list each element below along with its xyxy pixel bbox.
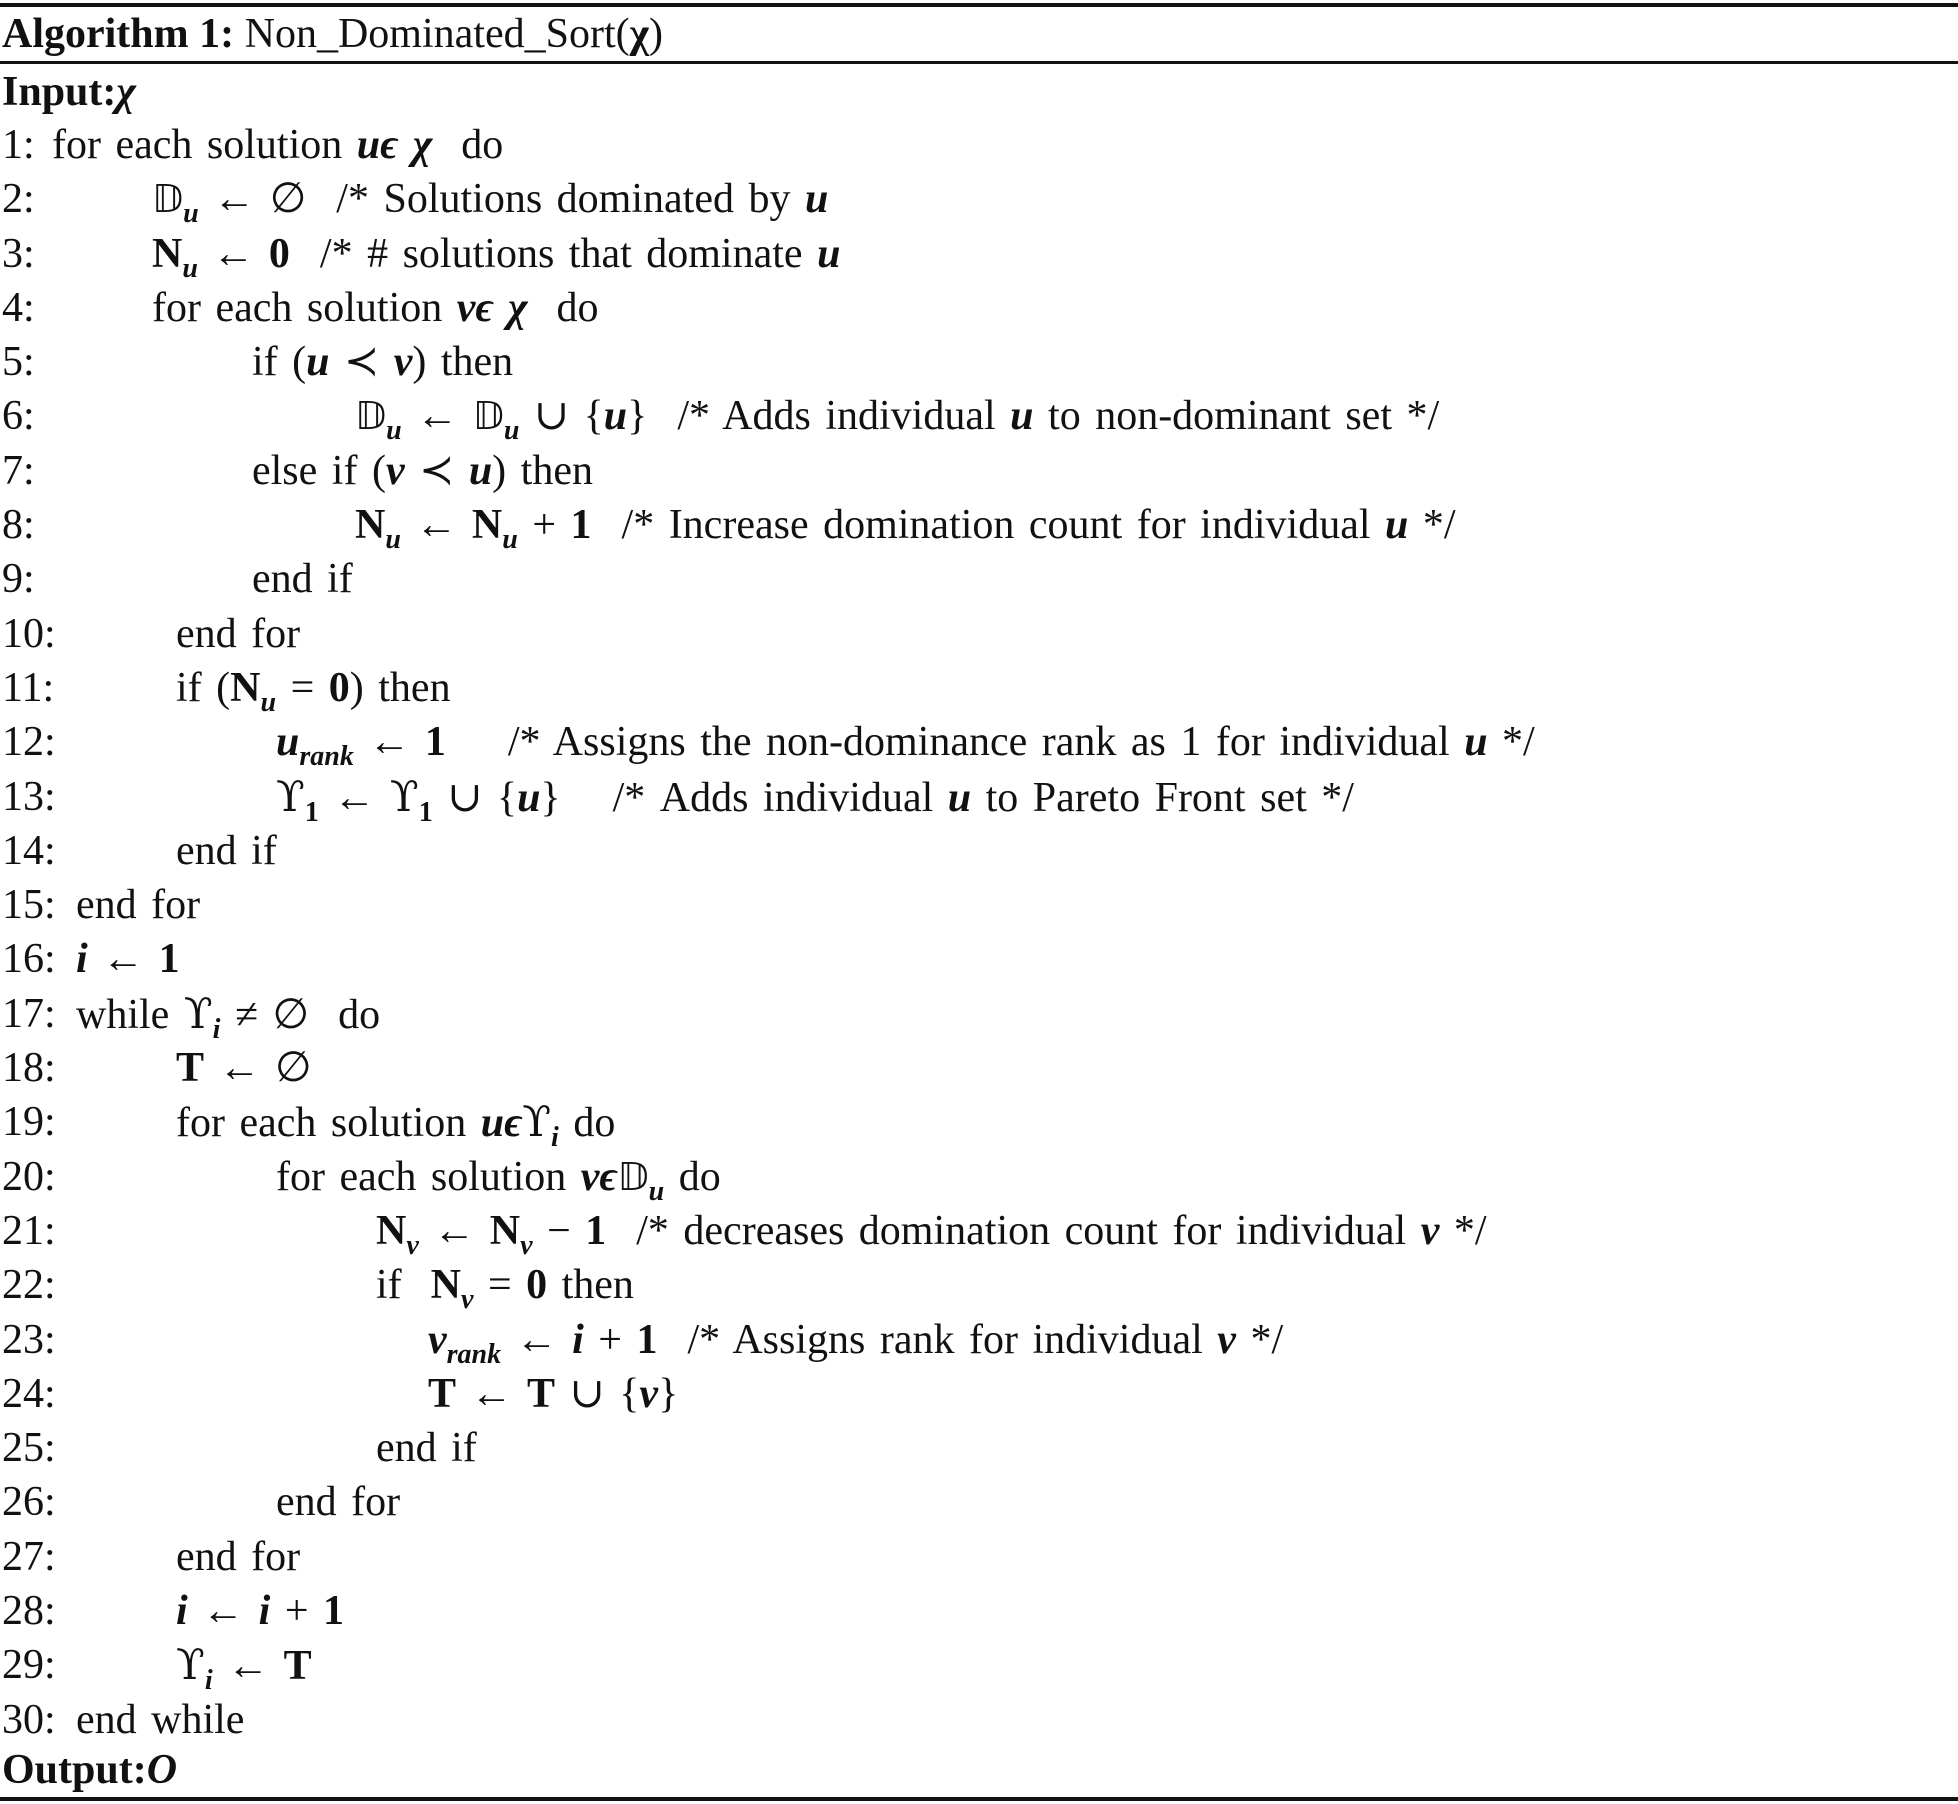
line-number: 25: xyxy=(2,1425,56,1472)
algo-line-23 xyxy=(0,1313,1958,1370)
line-code: end while xyxy=(76,1696,245,1743)
algo-line-30 xyxy=(0,1693,1958,1747)
output-value: O xyxy=(146,1747,178,1793)
line-number: 11: xyxy=(2,664,55,711)
line-code: while $ϒ_i$ ≠ ∅ do xyxy=(76,988,381,1045)
algorithm-title xyxy=(2,8,663,60)
line-number: 5: xyxy=(2,339,35,386)
line-code: end if xyxy=(176,827,277,874)
line-code: end for xyxy=(176,1533,301,1580)
comment: /* decreases domination count for individual xyxy=(636,1207,1407,1254)
comment: /* Adds individual xyxy=(612,774,934,821)
line-number: 28: xyxy=(2,1588,56,1635)
line-code: for each solution uϵϒ$_i$ do xyxy=(176,1097,616,1154)
line-code: end for xyxy=(276,1479,401,1526)
line-code: T ← T ∪ {v} xyxy=(428,1370,679,1417)
line-number: 24: xyxy=(2,1370,56,1417)
algo-line-22 xyxy=(0,1258,1958,1316)
line-code: end if xyxy=(376,1425,477,1472)
line-code: $N_v$ ← $N_v - 1$ /* decreases domination count for individual v */ xyxy=(376,1207,1487,1261)
algo-line-14 xyxy=(0,824,1958,878)
line-number: 21: xyxy=(2,1207,56,1254)
line-code: if (u ≺ v) then xyxy=(252,339,514,386)
comment: /* Solutions dominated by xyxy=(336,176,791,223)
top-rule xyxy=(0,3,1958,7)
line-number: 6: xyxy=(2,393,35,440)
output-line xyxy=(2,1744,177,1796)
algo-line-6 xyxy=(0,389,1958,447)
line-number: 30: xyxy=(2,1696,56,1743)
comment: /* Adds individual xyxy=(677,393,996,440)
algorithm-body xyxy=(0,118,1958,1747)
input-value: χ xyxy=(116,69,136,115)
algo-line-8 xyxy=(0,498,1958,556)
line-code: if $(N_u = 0)$ then xyxy=(176,664,451,718)
line-code: $N_u$ ← 0 /* # solutions that dominate u xyxy=(152,230,841,284)
algo-line-13 xyxy=(0,770,1958,828)
line-number: 19: xyxy=(2,1099,56,1146)
line-code: $ϒ_1$ ← $ϒ_1$ ∪ {u} /* Adds individual u to Pareto Front set */ xyxy=(276,771,1354,828)
line-code: $N_u$ ← $N_u + 1$ /* Increase domination count for individual u */ xyxy=(355,502,1456,556)
line-number: 10: xyxy=(2,610,56,657)
line-number: 27: xyxy=(2,1533,56,1580)
bottom-rule xyxy=(0,1797,1958,1801)
algo-line-28 xyxy=(0,1584,1958,1638)
comment: /* Assigns rank for individual xyxy=(687,1316,1203,1363)
algorithm-label: Algorithm 1: xyxy=(2,11,235,57)
line-number: 23: xyxy=(2,1316,56,1363)
line-number: 1: xyxy=(2,122,35,168)
line-code: for each solution uϵ χ do xyxy=(52,122,504,168)
line-code: i ← 1 xyxy=(76,936,180,983)
line-number: 2: xyxy=(2,176,35,223)
line-code: 𝔻$_u$ ← 𝔻$_u$ ∪ {u} /* Adds individual u to non-dominant set */ xyxy=(355,393,1440,447)
algo-line-24 xyxy=(0,1367,1958,1421)
comment: /* Assigns the non-dominance rank as 1 for individual xyxy=(507,719,1450,766)
algo-line-7 xyxy=(0,444,1958,498)
output-label: Output: xyxy=(2,1747,147,1793)
line-number: 3: xyxy=(2,230,35,277)
algorithm-arg: χ xyxy=(629,11,649,57)
line-code: $v_{rank}$ ← i + 1 /* Assigns rank for individual v */ xyxy=(428,1316,1284,1370)
line-number: 29: xyxy=(2,1642,56,1689)
line-number: 13: xyxy=(2,773,56,820)
algo-line-2 xyxy=(0,172,1958,230)
line-number: 14: xyxy=(2,827,56,874)
algo-line-29 xyxy=(0,1638,1958,1697)
line-code: $ϒ_i$ ← T xyxy=(176,1640,312,1697)
algorithm-close: ) xyxy=(649,11,663,57)
line-number: 7: xyxy=(2,447,35,494)
line-number: 16: xyxy=(2,936,56,983)
algo-line-11 xyxy=(0,661,1958,718)
line-number: 8: xyxy=(2,502,35,549)
line-number: 4: xyxy=(2,284,35,331)
algo-line-3 xyxy=(0,227,1958,284)
line-number: 15: xyxy=(2,882,56,929)
line-number: 18: xyxy=(2,1045,56,1092)
algo-line-26 xyxy=(0,1475,1958,1529)
algo-line-17 xyxy=(0,987,1958,1045)
line-code: for each solution vϵ χ do xyxy=(152,284,599,331)
header-rule xyxy=(0,61,1958,64)
algo-line-19 xyxy=(0,1095,1958,1154)
algo-line-27 xyxy=(0,1530,1958,1584)
algo-line-16 xyxy=(0,932,1958,986)
line-number: 12: xyxy=(2,719,56,766)
algo-line-20 xyxy=(0,1150,1958,1207)
line-code: end for xyxy=(76,882,201,929)
algo-line-9 xyxy=(0,552,1958,606)
line-number: 17: xyxy=(2,990,56,1037)
line-code: for each solution vϵ𝔻$_u$ do xyxy=(276,1153,721,1207)
algo-line-12 xyxy=(0,715,1958,773)
line-code: end if xyxy=(252,556,353,603)
algo-line-10 xyxy=(0,607,1958,661)
algo-line-15 xyxy=(0,878,1958,932)
line-number: 20: xyxy=(2,1153,56,1200)
input-line xyxy=(2,66,136,118)
algo-line-21 xyxy=(0,1204,1958,1261)
input-label: Input: xyxy=(2,69,117,115)
algo-line-4 xyxy=(0,281,1958,335)
line-code: i ← i + 1 xyxy=(176,1588,345,1635)
line-number: 22: xyxy=(2,1262,56,1309)
line-number: 9: xyxy=(2,556,35,603)
line-code: T ← ∅ xyxy=(176,1045,312,1092)
algo-line-5 xyxy=(0,335,1958,389)
line-code: $u_{rank}$ ← 1 /* Assigns the non-dominance rank as 1 for individual u */ xyxy=(276,719,1535,773)
line-code: else if (v ≺ u) then xyxy=(252,447,593,494)
algo-line-25 xyxy=(0,1421,1958,1475)
line-number: 26: xyxy=(2,1479,56,1526)
algorithm-name: Non_Dominated_Sort( xyxy=(244,11,630,57)
algo-line-1 xyxy=(0,118,1958,172)
comment: /* Increase domination count for individual xyxy=(621,502,1371,549)
line-code: if $N_v = 0$ then xyxy=(376,1262,634,1316)
algo-line-18 xyxy=(0,1041,1958,1095)
line-code: 𝔻$_u$ ← ∅ /* Solutions dominated by u xyxy=(152,176,829,230)
comment: /* # solutions that dominate xyxy=(319,230,803,277)
line-code: end for xyxy=(176,610,301,657)
